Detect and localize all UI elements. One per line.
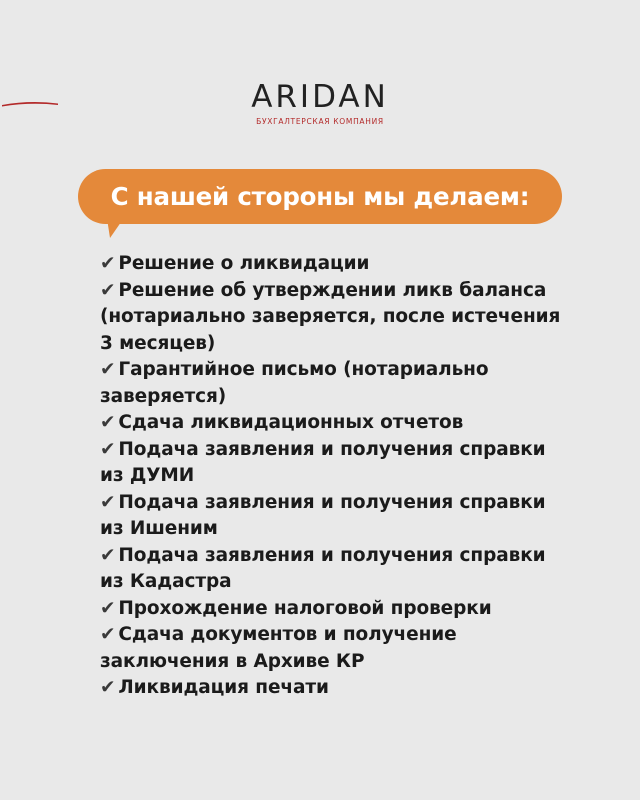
list-item-text: Решение об утверждении ликв баланса (нотариально заверяется, после истечения 3 месяцев) [100, 279, 561, 354]
list-item-text: Ликвидация печати [118, 677, 329, 698]
list-item [100, 278, 570, 358]
check-icon: ✔ [100, 412, 116, 433]
speech-bubble-tail-icon [106, 212, 128, 238]
list-item-text: Подача заявления и получения справки из Ишеним [100, 491, 546, 539]
logo-wordmark: ARIDAN [251, 79, 389, 115]
list-item [100, 490, 570, 543]
list-item-text: Прохождение налоговой проверки [118, 597, 492, 619]
list-item-text: Сдача ликвидационных отчетов [118, 412, 464, 433]
check-icon: ✔ [100, 438, 116, 460]
list-item [100, 675, 570, 702]
check-icon: ✔ [100, 597, 116, 619]
logo-tagline: БУХГАЛТЕРСКАЯ КОМПАНИЯ [256, 117, 384, 126]
check-icon: ✔ [100, 544, 116, 566]
check-icon: ✔ [100, 677, 116, 698]
check-icon: ✔ [100, 253, 116, 274]
list-item [100, 596, 570, 623]
list-item [100, 357, 570, 410]
list-item [100, 410, 570, 437]
heading-bubble [78, 169, 562, 224]
check-icon: ✔ [100, 359, 116, 380]
check-icon: ✔ [100, 491, 116, 513]
company-logo [0, 80, 640, 126]
check-icon: ✔ [100, 624, 116, 645]
list-item-text: Сдача документов и получение заключения в Архиве КР [100, 624, 457, 672]
logo-swoosh-icon [2, 101, 58, 107]
list-item [100, 437, 570, 490]
list-item [100, 622, 570, 675]
services-list [100, 251, 570, 702]
list-item [100, 543, 570, 596]
list-item-text: Подача заявления и получения справки из Кадастра [100, 544, 546, 592]
list-item-text: Гарантийное письмо (нотариально заверяется) [100, 359, 489, 407]
list-item-text: Подача заявления и получения справки из ДУМИ [100, 438, 546, 486]
list-item-text: Решение о ликвидации [118, 253, 370, 274]
check-icon: ✔ [100, 279, 116, 301]
list-item [100, 251, 570, 278]
heading-title: С нашей стороны мы делаем: [110, 182, 530, 211]
